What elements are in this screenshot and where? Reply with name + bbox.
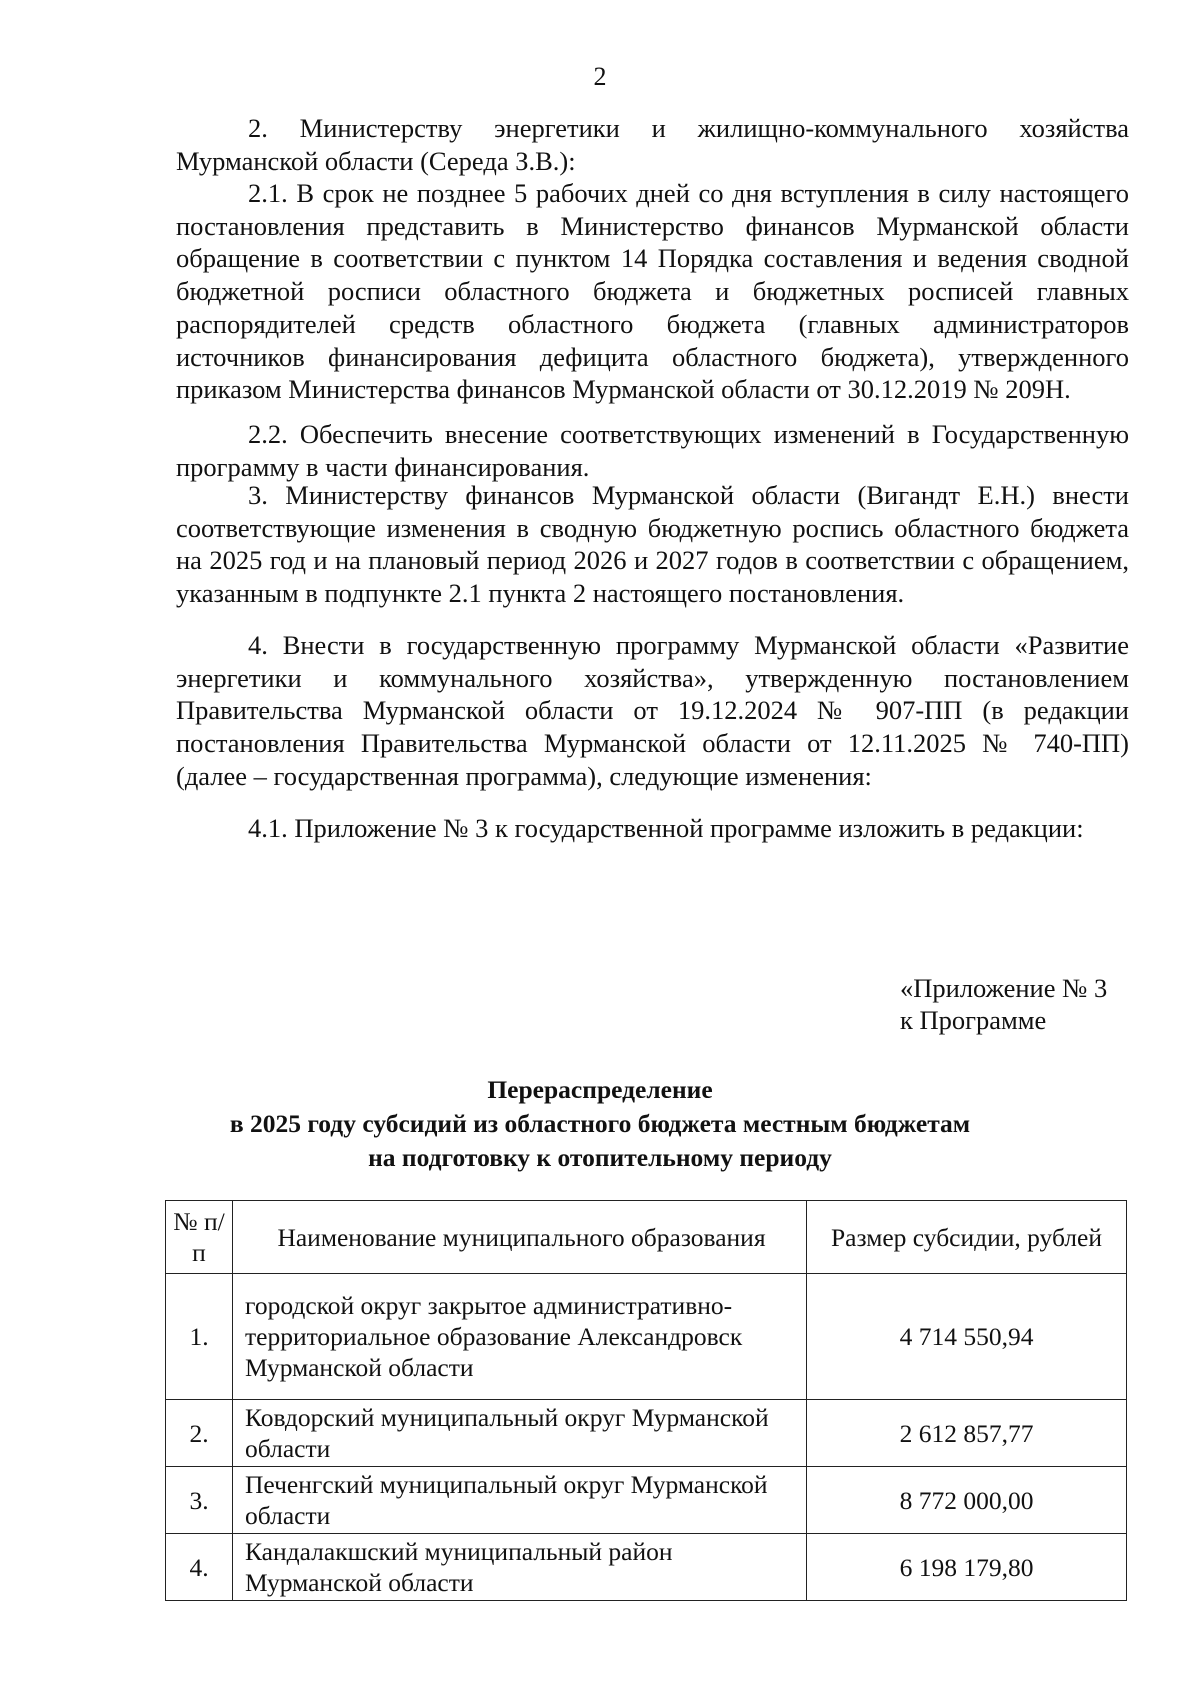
row-name: городской округ закрытое административно-территориальное образование Александровск Мурманской области (233, 1274, 807, 1400)
appendix-line-2: к Программе (900, 1005, 1047, 1035)
paragraph-2-1: 2.1. В срок не позднее 5 рабочих дней со дня вступления в силу настоящего постановления представить в Министерство финансов Мурманской области обращение в соответствии с пунктом 14 Порядка составления и ведения сводной бюджетной росписи областного бюджета и бюджетных росписей главных распорядителей средств областного бюджета (главных администраторов источников финансирования дефицита областного бюджета), утвержденного приказом Министерства финансов Мурманской области от 30.12.2019 № 209Н. (176, 178, 1129, 405)
table-row (166, 1400, 1127, 1467)
row-amount: 8 772 000,00 (807, 1467, 1127, 1534)
title-line-2: в 2025 году субсидий из областного бюджета местным бюджетам (229, 1109, 971, 1138)
row-num: 3. (166, 1467, 233, 1534)
header-amount: Размер субсидии, рублей (807, 1201, 1127, 1274)
table-title (0, 1073, 1200, 1175)
paragraph-3: 3. Министерству финансов Мурманской области (Вигандт Е.Н.) внести соответствующие изменения в сводную бюджетную роспись областного бюджета на 2025 год и на плановый период 2026 и 2027 годов в соответствии с обращением, указанным в подпункте 2.1 пункта 2 настоящего постановления. (176, 480, 1129, 609)
title-line-1: Перераспределение (487, 1075, 713, 1104)
title-line-3: на подготовку к отопительному периоду (368, 1143, 832, 1172)
paragraph-4: 4. Внести в государственную программу Мурманской области «Развитие энергетики и коммунального хозяйства», утвержденную постановлением Правительства Мурманской области от 19.12.2024 № 907-ПП (в редакции постановления Правительства Мурманской области от 12.11.2025 № 740-ПП) (далее – государственная программа), следующие изменения: (176, 630, 1129, 791)
paragraph-2: 2. Министерству энергетики и жилищно-коммунального хозяйства Мурманской области (Середа З.В.): (176, 113, 1129, 176)
header-name: Наименование муниципального образования (233, 1201, 807, 1274)
row-amount: 2 612 857,77 (807, 1400, 1127, 1467)
row-num: 1. (166, 1274, 233, 1400)
row-amount: 4 714 550,94 (807, 1274, 1127, 1400)
table-row (166, 1274, 1127, 1400)
page-number: 2 (593, 62, 607, 91)
table-row (166, 1467, 1127, 1534)
row-num: 2. (166, 1400, 233, 1467)
table-row (166, 1534, 1127, 1601)
appendix-reference (900, 972, 1107, 1036)
table-header-row (166, 1201, 1127, 1274)
row-name: Печенгский муниципальный округ Мурманской области (233, 1467, 807, 1534)
row-name: Ковдорский муниципальный округ Мурманской области (233, 1400, 807, 1467)
paragraph-2-2: 2.2. Обеспечить внесение соответствующих изменений в Государственную программу в части финансирования. (176, 419, 1129, 482)
header-num: № п/п (166, 1201, 233, 1274)
subsidies-table (165, 1200, 1127, 1601)
appendix-line-1: «Приложение № 3 (900, 973, 1108, 1003)
row-amount: 6 198 179,80 (807, 1534, 1127, 1601)
paragraph-4-1: 4.1. Приложение № 3 к государственной программе изложить в редакции: (248, 813, 1084, 843)
row-num: 4. (166, 1534, 233, 1601)
row-name: Кандалакшский муниципальный район Мурманской области (233, 1534, 807, 1601)
